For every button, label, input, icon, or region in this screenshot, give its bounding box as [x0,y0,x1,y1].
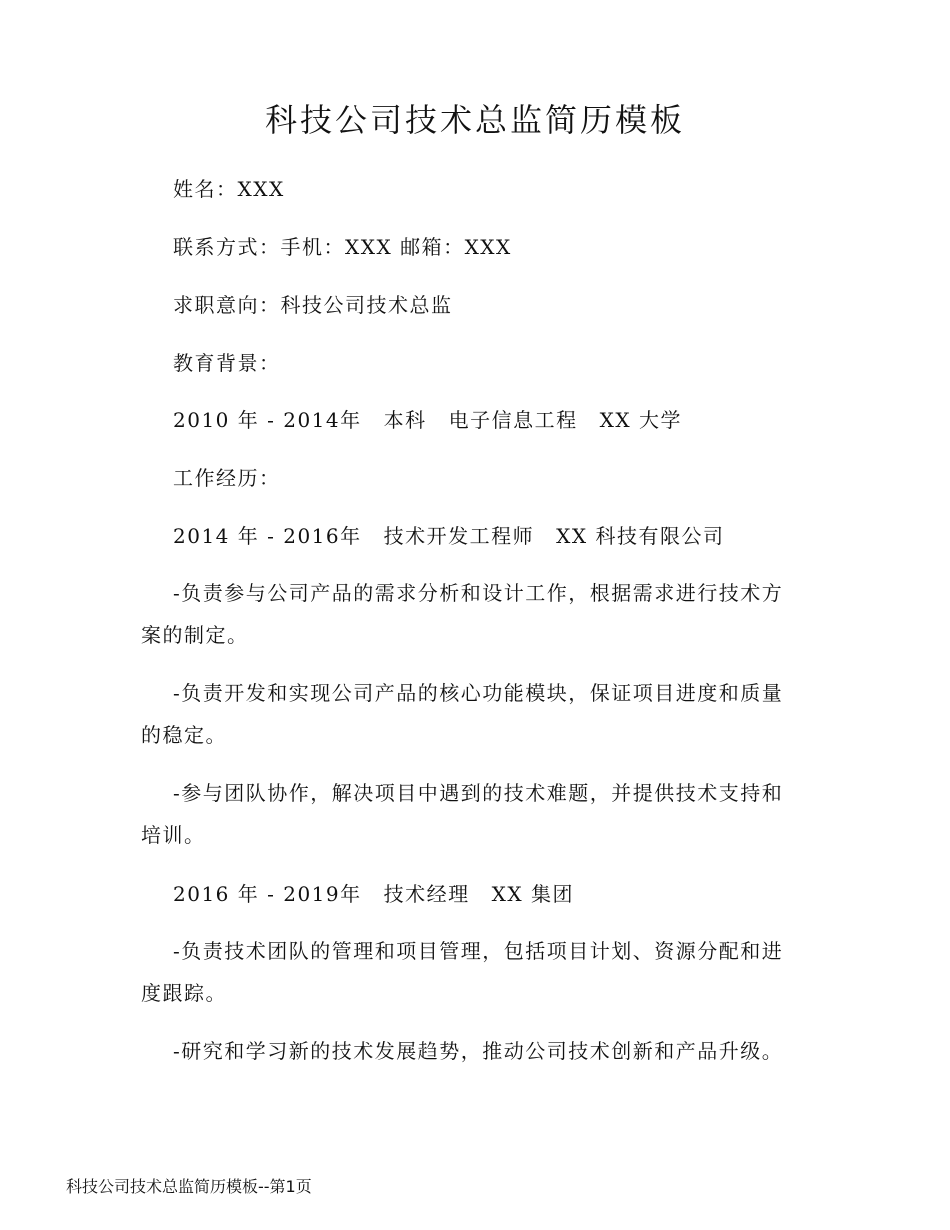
objective-line: 求职意向：科技公司技术总监 [173,293,453,317]
job-period: 2014 年 - 2016年 [173,524,362,548]
job-period: 2016 年 - 2019年 [173,882,362,906]
education-major: 电子信息工程 [448,408,578,432]
education-entry [173,406,682,434]
job-position: 技术经理 [383,882,470,906]
education-school: XX 大学 [599,408,682,432]
document-title: 科技公司技术总监简历模板 [264,101,685,139]
work-heading: 工作经历： [173,466,281,490]
education-degree: 本科 [383,408,427,432]
job-company: XX 科技有限公司 [556,524,725,548]
name-line: 姓名：XXX [173,177,285,201]
job-company: XX 集团 [491,882,574,906]
job-duty: -参与团队协作，解决项目中遇到的技术难题，并提供技术支持和培训。 [141,781,784,847]
job-duty: -负责技术团队的管理和项目管理，包括项目计划、资源分配和进度跟踪。 [141,939,784,1005]
job-duty: -负责开发和实现公司产品的核心功能模块，保证项目进度和质量的稳定。 [141,681,784,747]
job-position: 技术开发工程师 [383,524,535,548]
contact-line: 联系方式：手机：XXX 邮箱：XXX [173,235,512,259]
job-entry-2 [173,880,574,908]
job-entry-1 [173,522,724,550]
education-period: 2010 年 - 2014年 [173,408,362,432]
job-duty: -负责参与公司产品的需求分析和设计工作，根据需求进行技术方案的制定。 [141,581,784,647]
education-heading: 教育背景： [173,351,281,375]
page-footer: 科技公司技术总监简历模板--第1页 [66,1177,312,1196]
job-duty: -研究和学习新的技术发展趋势，推动公司技术创新和产品升级。 [173,1039,784,1063]
